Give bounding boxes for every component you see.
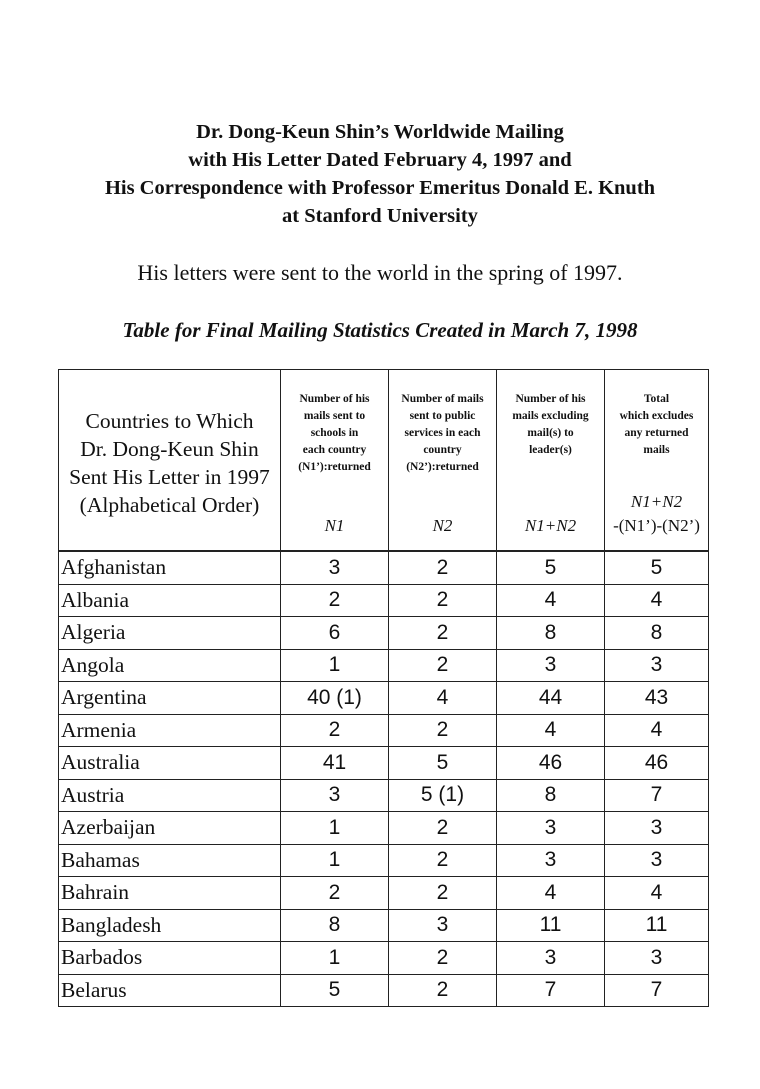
table-row (59, 812, 709, 845)
table-row (59, 584, 709, 617)
n2-cell: 2 (389, 844, 497, 877)
header-line: Number of his (299, 393, 370, 405)
header-line: Number of his (515, 393, 586, 405)
sum-cell: 4 (497, 584, 605, 617)
table-row (59, 747, 709, 780)
total-cell: 46 (605, 747, 709, 780)
n1-cell: 40 (1) (281, 682, 389, 715)
table-row (59, 974, 709, 1007)
header-formula (605, 490, 708, 538)
n2-cell: 2 (389, 974, 497, 1007)
country-cell: Azerbaijan (59, 812, 281, 845)
n2-cell: 5 (389, 747, 497, 780)
title-line: His Correspondence with Professor Emeritus Donald E. Knuth (104, 177, 656, 199)
country-cell: Bahamas (59, 844, 281, 877)
header-line: country (423, 444, 462, 456)
n1-cell: 8 (281, 909, 389, 942)
total-cell: 8 (605, 617, 709, 650)
n1-cell: 1 (281, 844, 389, 877)
n2-cell: 2 (389, 551, 497, 584)
table-title: Table for Final Mailing Statistics Created in March 7, 1998 (122, 318, 638, 342)
n1-cell: 2 (281, 584, 389, 617)
country-cell: Bahrain (59, 877, 281, 910)
total-cell: 4 (605, 584, 709, 617)
header-line: Number of mails (401, 393, 484, 405)
country-cell: Belarus (59, 974, 281, 1007)
header-n2 (389, 370, 497, 552)
header-line: leader(s) (529, 444, 572, 456)
country-cell: Australia (59, 747, 281, 780)
header-formula: N1+N2 (524, 516, 577, 535)
sum-cell: 4 (497, 714, 605, 747)
header-line: Total (643, 393, 670, 405)
title-line: at Stanford University (282, 205, 478, 227)
n1-cell: 5 (281, 974, 389, 1007)
header-line: mails excluding (512, 410, 589, 422)
n2-cell: 5 (1) (389, 779, 497, 812)
header-formula: N2 (432, 516, 453, 535)
header-line: (N2’):returned (406, 461, 479, 473)
country-cell: Bangladesh (59, 909, 281, 942)
n1-cell: 6 (281, 617, 389, 650)
header-line: (N1’):returned (298, 461, 371, 473)
country-cell: Albania (59, 584, 281, 617)
n1-cell: 2 (281, 714, 389, 747)
n2-cell: 2 (389, 877, 497, 910)
header-line: schools in (310, 427, 359, 439)
header-total (605, 370, 709, 552)
sum-cell: 3 (497, 812, 605, 845)
title-line: Dr. Dong-Keun Shin’s Worldwide Mailing (196, 121, 564, 143)
n2-cell: 2 (389, 649, 497, 682)
header-line: which excludes (619, 410, 694, 422)
header-line: mail(s) to (527, 427, 574, 439)
n1-cell: 2 (281, 877, 389, 910)
total-cell: 4 (605, 714, 709, 747)
header-formula: N1 (324, 516, 345, 535)
header-line: sent to public (409, 410, 476, 422)
country-cell: Angola (59, 649, 281, 682)
sum-cell: 46 (497, 747, 605, 780)
country-cell: Algeria (59, 617, 281, 650)
table-row (59, 617, 709, 650)
n2-cell: 4 (389, 682, 497, 715)
header-n1 (281, 370, 389, 552)
sum-cell: 8 (497, 779, 605, 812)
table-row (59, 649, 709, 682)
header-line: Sent His Letter in 1997 (69, 465, 270, 489)
total-cell: 3 (605, 942, 709, 975)
sum-cell: 11 (497, 909, 605, 942)
table-row (59, 942, 709, 975)
header-line: (Alphabetical Order) (79, 493, 260, 517)
header-line: Countries to Which (85, 409, 254, 433)
n2-cell: 2 (389, 617, 497, 650)
document-title (0, 118, 760, 230)
sum-cell: 3 (497, 942, 605, 975)
country-cell: Argentina (59, 682, 281, 715)
mailing-statistics-table (58, 369, 709, 1007)
country-cell: Armenia (59, 714, 281, 747)
n2-cell: 2 (389, 812, 497, 845)
header-formula-line: -(N1’)-(N2’) (613, 516, 700, 535)
country-cell: Afghanistan (59, 551, 281, 584)
subtitle: His letters were sent to the world in the spring of 1997. (137, 260, 623, 285)
title-line: with His Letter Dated February 4, 1997 and (188, 149, 572, 171)
n2-cell: 2 (389, 942, 497, 975)
total-cell: 3 (605, 812, 709, 845)
header-country (59, 370, 281, 552)
sum-cell: 3 (497, 649, 605, 682)
country-cell: Barbados (59, 942, 281, 975)
total-cell: 4 (605, 877, 709, 910)
header-line: services in each (404, 427, 481, 439)
table-row (59, 909, 709, 942)
sum-cell: 8 (497, 617, 605, 650)
sum-cell: 4 (497, 877, 605, 910)
n2-cell: 2 (389, 714, 497, 747)
n2-cell: 3 (389, 909, 497, 942)
n1-cell: 1 (281, 942, 389, 975)
table-row (59, 682, 709, 715)
n1-cell: 3 (281, 779, 389, 812)
total-cell: 3 (605, 649, 709, 682)
n1-cell: 41 (281, 747, 389, 780)
n2-cell: 2 (389, 584, 497, 617)
total-cell: 7 (605, 779, 709, 812)
header-sum (497, 370, 605, 552)
table-header-row (59, 370, 709, 552)
header-line: any returned (624, 427, 689, 439)
total-cell: 7 (605, 974, 709, 1007)
table-row (59, 877, 709, 910)
table-row (59, 779, 709, 812)
table-row (59, 844, 709, 877)
header-formula-line: N1+N2 (630, 492, 683, 511)
country-cell: Austria (59, 779, 281, 812)
sum-cell: 5 (497, 551, 605, 584)
table-row (59, 714, 709, 747)
n1-cell: 1 (281, 649, 389, 682)
header-line: each country (302, 444, 367, 456)
total-cell: 3 (605, 844, 709, 877)
sum-cell: 44 (497, 682, 605, 715)
total-cell: 11 (605, 909, 709, 942)
total-cell: 43 (605, 682, 709, 715)
sum-cell: 3 (497, 844, 605, 877)
sum-cell: 7 (497, 974, 605, 1007)
n1-cell: 1 (281, 812, 389, 845)
header-line: mails (643, 444, 670, 456)
total-cell: 5 (605, 551, 709, 584)
n1-cell: 3 (281, 551, 389, 584)
table-row (59, 551, 709, 584)
header-line: mails sent to (303, 410, 366, 422)
header-line: Dr. Dong-Keun Shin (80, 437, 259, 461)
